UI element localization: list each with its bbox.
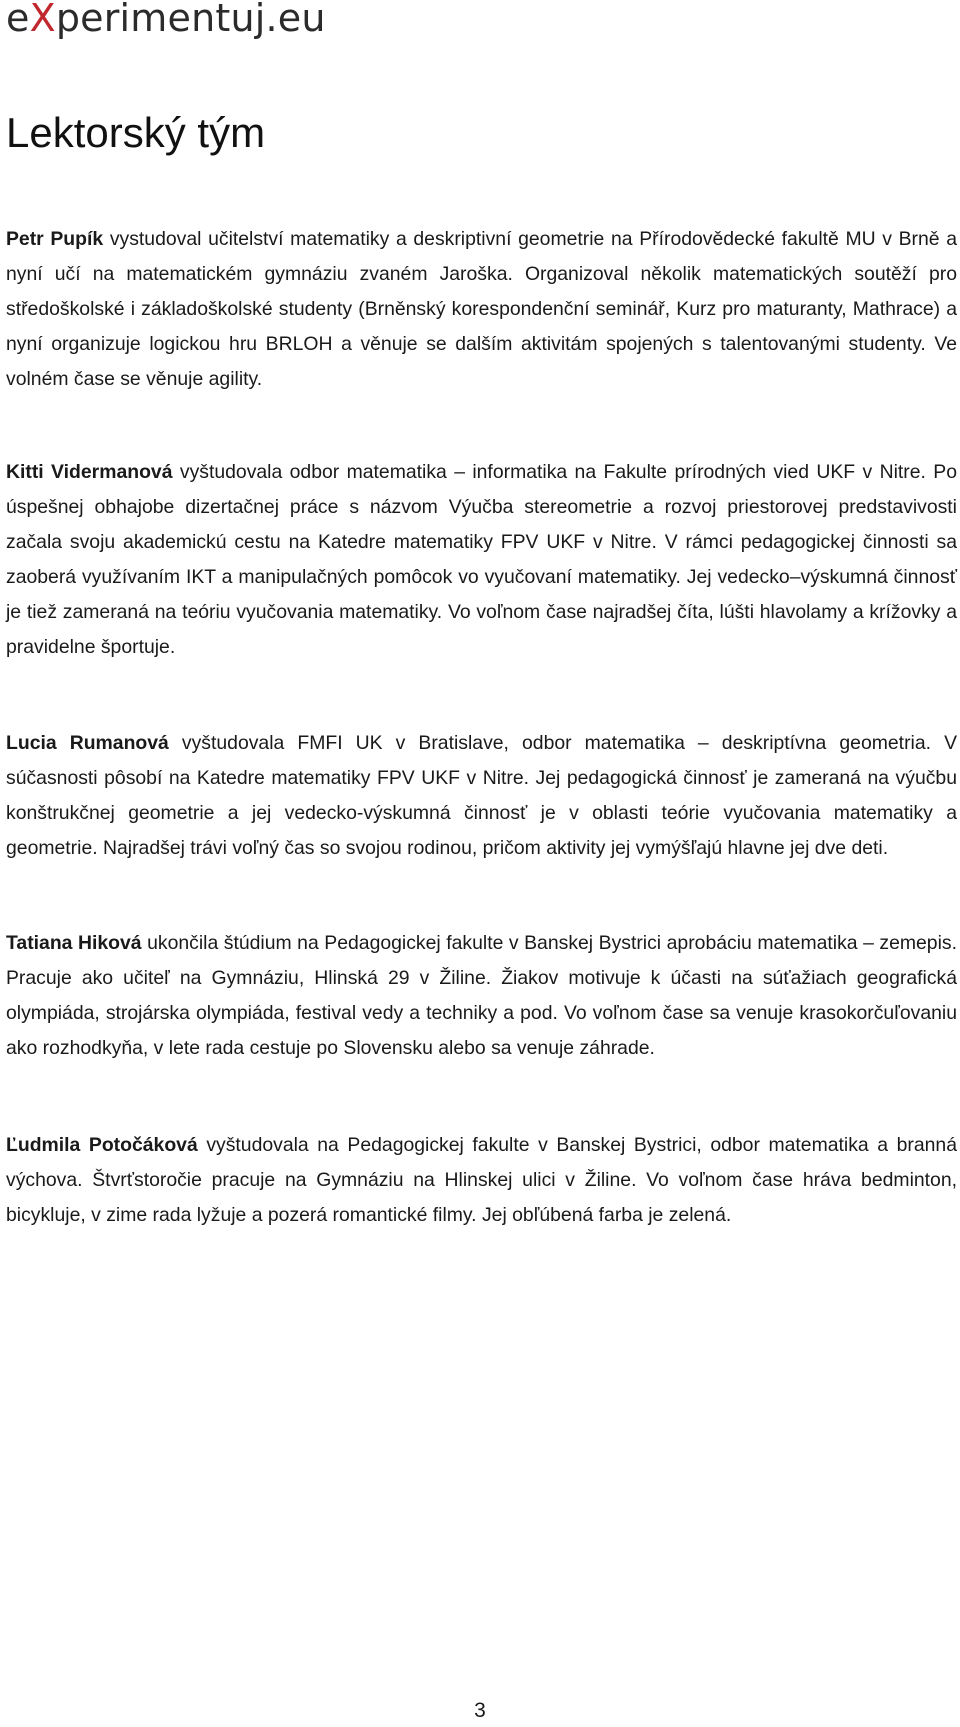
bio-text: vyštudovala na Pedagogickej fakulte v Banskej Bystrici, odbor matematika a branná výchova. Štvrťstoročie pracuje na Gymnáziu na Hlinskej ulici v Žiline. Vo voľnom čase hráva bedminton, bicykluje, v zime rada lyžuje a pozerá romantické filmy. Jej obľúbená farba je zelená.	[6, 1134, 957, 1226]
bio-paragraph-tatiana-hikova	[6, 926, 957, 1066]
bio-name: Ľudmila Potočáková	[6, 1134, 198, 1156]
logo-prefix: e	[6, 0, 30, 40]
bio-text: vyštudovala FMFI UK v Bratislave, odbor matematika – deskriptívna geometria. V súčasnosti pôsobí na Katedre matematiky FPV UKF v Nitre. Jej pedagogická činnosť je zameraná na výučbu konštrukčnej geometrie a jej vedecko-výskumná činnosť je v oblasti teórie vyučovania matematiky a geometrie. Najradšej trávi voľný čas so svojou rodinou, pričom aktivity jej vymýšľajú hlavne jej dve deti.	[6, 732, 957, 859]
bio-text: vystudoval učitelství matematiky a deskriptivní geometrie na Přírodovědecké fakultě MU v Brně a nyní učí na matematickém gymnáziu zvaném Jaroška. Organizoval několik matematických soutěží pro středoškolské i základoškolské studenty (Brněnský korespondenční seminář, Kurz pro maturanty, Mathrace) a nyní organizuje logickou hru BRLOH a věnuje se dalším aktivitám spojených s talentovanými studenty. Ve volném čase se věnuje agility.	[6, 228, 957, 390]
bio-paragraph-ludmila-potocakova	[6, 1128, 957, 1233]
logo-accent-letter: X	[29, 0, 56, 40]
bio-paragraph-petr-pupik	[6, 222, 957, 397]
bio-text: vyštudovala odbor matematika – informatika na Fakulte prírodných vied UKF v Nitre. Po úspešnej obhajobe dizertačnej práce s názvom Výučba stereometrie a rozvoj priestorovej predstavivosti začala svoju akademickú cestu na Katedre matematiky FPV UKF v Nitre. V rámci pedagogickej činnosti sa zaoberá využívaním IKT a manipulačných pomôcok vo vyučovaní matematiky. Jej vedecko–výskumná činnosť je tiež zameraná na teóriu vyučovania matematiky. Vo voľnom čase najradšej číta, lúšti hlavolamy a krížovky a pravidelne športuje.	[6, 461, 957, 658]
site-logo	[6, 0, 326, 40]
page-title: Lektorský tým	[6, 109, 266, 156]
logo-suffix: perimentuj.eu	[55, 0, 326, 40]
bio-name: Lucia Rumanová	[6, 732, 169, 754]
page-number: 3	[474, 1699, 486, 1722]
bio-name: Tatiana Hiková	[6, 932, 142, 954]
bio-paragraph-kitti-vidermanova	[6, 455, 957, 664]
bio-text: ukončila štúdium na Pedagogickej fakulte v Banskej Bystrici aprobáciu matematika – zemepis. Pracuje ako učiteľ na Gymnáziu, Hlinská 29 v Žiline. Žiakov motivuje k účasti na súťažiach geografická olympiáda, strojárska olympiáda, festival vedy a techniky a pod. Vo voľnom čase sa venuje krasokorčuľovaniu ako rozhodkyňa, v lete rada cestuje po Slovensku alebo sa venuje záhrade.	[6, 932, 957, 1059]
bio-name: Petr Pupík	[6, 228, 104, 250]
bio-name: Kitti Vidermanová	[6, 461, 173, 483]
bio-paragraph-lucia-rumanova	[6, 726, 957, 866]
